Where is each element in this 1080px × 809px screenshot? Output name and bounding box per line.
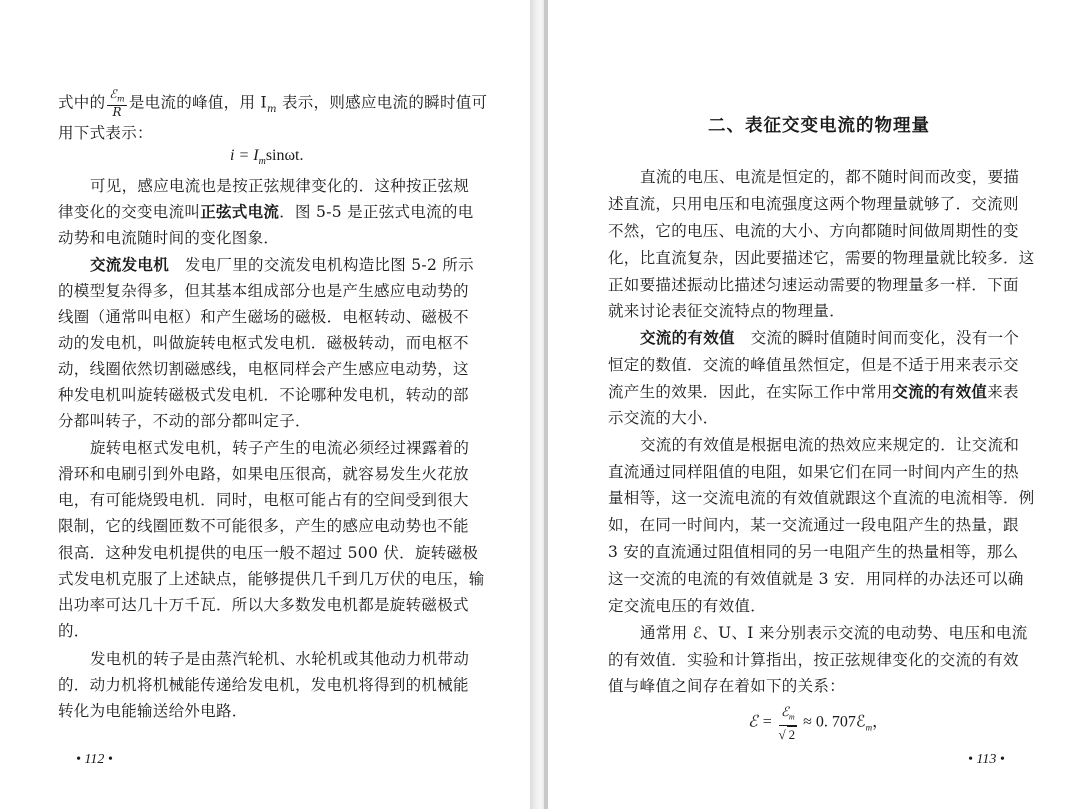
frac-numerator: ℰ [109, 87, 117, 101]
rp3-line3: 量相等，这一交流电流的有效值就跟这个直流的电流相等．例 [608, 489, 1035, 507]
p3-line1: 旋转电枢式发电机，转子产生的电流必须经过裸露着的 [90, 439, 470, 457]
p2-line1-text: 发电厂里的交流发电机构造比图 5-2 所示 [169, 256, 474, 274]
formula-sub: m [258, 156, 266, 168]
formula-lhs: i = I [230, 147, 259, 164]
left-page [0, 0, 530, 809]
intro-line-1 [58, 88, 498, 123]
p4-line2: 的．动力机将机械能传递给发电机，发电机将得到的机械能 [58, 676, 469, 694]
p2-line3: 线圈（通常叫电枢）和产生磁场的磁极．电枢转动、磁极不 [58, 308, 469, 326]
p2-line4: 动的发电机，叫做旋转电枢式发电机．磁极转动，而电枢不 [58, 334, 469, 352]
p3-line3: 电，有可能烧毁电机．同时，电枢可能占有的空间受到很大 [58, 491, 469, 509]
rp2-line2: 恒定的数值．交流的峰值虽然恒定，但是不适于用来表示交 [608, 356, 1019, 374]
frac-numerator-sub: m [116, 94, 125, 104]
p4-line1: 发电机的转子是由蒸汽轮机、水轮机或其他动力机带动 [90, 650, 470, 668]
p3-line6: 式发电机克服了上述缺点，能够提供几千到几万伏的电压，输 [58, 570, 485, 588]
formula-tail: sinωt. [265, 147, 304, 164]
p2-line5: 动，线圈依然切割磁感线，电枢同样会产生感应电动势，这 [58, 360, 469, 378]
p2-line1 [90, 252, 500, 278]
rp1-line5: 正如要描述振动比描述匀速运动需要的物理量多一样．下面 [608, 276, 1019, 294]
p1-line2-a: 律变化的交变电流叫 [58, 203, 201, 221]
term-ac-generator: 交流发电机 [90, 256, 170, 274]
formula-den: 2 [788, 726, 796, 742]
rp3-line1: 交流的有效值是根据电流的热效应来规定的．让交流和 [640, 436, 1020, 454]
intro-line-2: 用下式表示： [58, 124, 153, 142]
rp3-line7: 定交流电压的有效值． [608, 597, 767, 615]
p1-line2-b: ．图 5-5 是正弦式电流的电 [279, 203, 474, 221]
rp3-line6: 这一交流的电流的有效值就是 3 安．用同样的办法还可以确 [608, 570, 1024, 588]
formula-tail-punct: ， [872, 713, 889, 731]
rp2-line1 [640, 325, 1050, 351]
rp4-line1: 通常用 ℰ、U、I 来分别表示交流的电动势、电压和电流 [640, 624, 1028, 642]
p1-line2 [58, 199, 500, 225]
formula-fraction: $\frac{ℰ_m}{√ 2}$ [778, 704, 796, 742]
rp1-line2: 述直流，只用电压和电流强度这两个物理量就够了．交流则 [608, 195, 1019, 213]
formula-num-sub: m [788, 712, 795, 722]
p3-line8: 的． [58, 622, 90, 640]
p2-line7: 分都叫转子，不动的部分都叫定子． [58, 412, 311, 430]
rp1-line1: 直流的电压、电流是恒定的，都不随时间而改变，要描 [640, 168, 1020, 186]
rp2-line4: 示交流的大小． [608, 409, 719, 427]
formula-lhs-emf: ℰ = [748, 713, 773, 731]
rp1-line4: 化，比直流复杂，因此要描述它，需要的物理量就比较多．这 [608, 249, 1035, 267]
rp1-line3: 不然，它的电压、电流的大小、方向都随时间做周期性的变 [608, 222, 1019, 240]
rp3-line4: 如，在同一时间内，某一交流通过一段电阻产生的热量，跟 [608, 516, 1019, 534]
p3-line4: 限制，它的线圈匝数不可能很多，产生的感应电动势也不能 [58, 517, 469, 535]
p2-line6: 种发电机叫旋转磁极式发电机．不论哪种发电机，转动的部 [58, 386, 469, 404]
formula-rhs-sub: m [865, 722, 873, 733]
intro-suffix: 是电流的峰值，用 I [128, 93, 267, 112]
intro-prefix: 式中的 [58, 93, 106, 112]
rp3-line2: 直流通过同样阻值的电阻，如果它们在同一时间内产生的热 [608, 463, 1019, 481]
section-heading: 二、表征交变电流的物理量 [708, 116, 930, 136]
rp3-line5: 3 安的直流通过阻值相同的另一电阻产生的热量相等，那么 [608, 543, 1019, 561]
rp2-line1-text: 交流的瞬时值随时间而变化，没有一个 [734, 329, 1020, 347]
rp2-line3-a: 流产生的效果．因此，在实际工作中常用 [608, 383, 893, 401]
rp2-line3 [608, 379, 1050, 405]
term-sine-current: 正弦式电流 [200, 203, 280, 221]
p4-line3: 转化为电能输送给外电路． [58, 702, 248, 720]
page-number-right: • 113 • [968, 752, 1005, 767]
p2-line2: 的模型复杂得多，但其基本组成部分也是产生感应电动势的 [58, 282, 469, 300]
page-number-left: • 112 • [76, 752, 113, 767]
p3-line7: 出功率可达几十万千瓦．所以大多数发电机都是旋转磁极式 [58, 596, 469, 614]
term-effective-value: 交流的有效值 [640, 329, 735, 347]
rp4-line2: 的有效值．实验和计算指出，按正弦规律变化的交流的有效 [608, 651, 1019, 669]
p3-line2: 滑环和电刷引到外电路，如果电压很高，就容易发生火花放 [58, 465, 469, 483]
term-effective-value-2: 交流的有效值 [892, 383, 988, 401]
effective-value-formula [748, 704, 888, 742]
rp1-line6: 就来讨论表征交流特点的物理量． [608, 302, 846, 320]
p3-line5: 很高．这种发电机提供的电压一般不超过 500 伏．旋转磁极 [58, 544, 479, 562]
intro-suffix2: 表示，则感应电流的瞬时值可 [276, 93, 488, 112]
formula-num: ℰ [780, 704, 789, 719]
right-page [548, 0, 1080, 809]
instant-current-formula [230, 147, 303, 167]
rp4-line3: 值与峰值之间存在着如下的关系： [608, 677, 846, 695]
p1-line1: 可见，感应电流也是按正弦规律变化的．这种按正弦规 [90, 177, 470, 195]
rp2-line3-b: 来表 [987, 383, 1019, 401]
formula-rhs: ≈ 0. 707ℰ [803, 713, 866, 731]
peak-emf-fraction [107, 88, 126, 119]
intro-sub: m [266, 103, 277, 115]
frac-denominator: R [112, 105, 122, 120]
p1-line3: 动势和电流随时间的变化图象． [58, 229, 280, 247]
